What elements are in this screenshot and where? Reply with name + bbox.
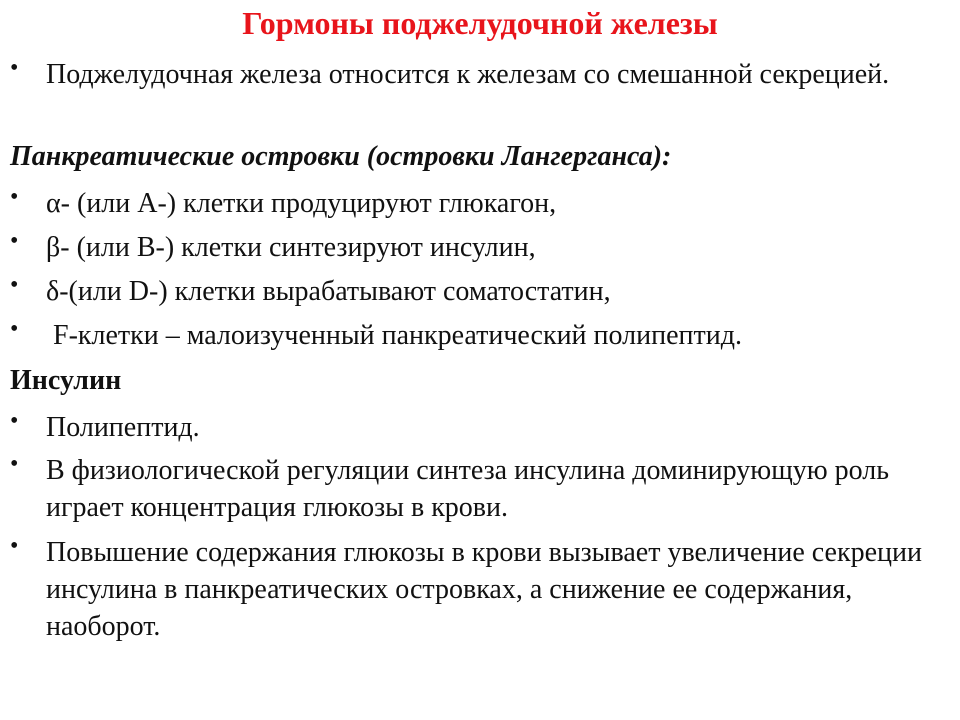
bullet-dot: • (10, 55, 19, 81)
bullet-f-cells (10, 317, 945, 354)
slide-title: Гормоны поджелудочной железы (242, 5, 718, 41)
bullet-delta-cells (10, 273, 945, 310)
bullet-intro (10, 56, 945, 93)
bullet-dot: • (10, 408, 19, 434)
bullet-alpha-cells (10, 185, 945, 222)
bullet-dot: • (10, 272, 19, 298)
bullet-polypeptide (10, 409, 945, 446)
islets-heading: Панкреатические островки (островки Лангерганса): (10, 141, 672, 172)
polypeptide-text: Полипептид. (46, 412, 200, 443)
glucose-increase-text: Повышение содержания глюкозы в крови вызывает увеличение секреции инсулина в панкреатических островках, а снижение ее содержания, наоборот. (46, 537, 922, 642)
beta-cells-text: β- (или В-) клетки синтезируют инсулин, (46, 232, 536, 263)
bullet-glucose-regulation (10, 452, 945, 526)
alpha-cells-text: α- (или А-) клетки продуцируют глюкагон, (46, 188, 557, 219)
delta-cells-text: δ-(или D-) клетки вырабатывают соматостатин, (46, 276, 611, 307)
insulin-heading: Инсулин (10, 365, 122, 396)
bullet-dot: • (10, 184, 19, 210)
bullet-glucose-increase (10, 534, 945, 645)
bullet-beta-cells (10, 229, 945, 266)
intro-text: Поджелудочная железа относится к железам со смешанной секрецией. (46, 59, 890, 90)
bullet-dot: • (10, 228, 19, 254)
f-cells-text: F-клетки – малоизученный панкреатический полипептид. (46, 320, 742, 351)
bullet-dot: • (10, 451, 19, 477)
glucose-regulation-text: В физиологической регуляции синтеза инсулина доминирующую роль играет концентрация глюкозы в крови. (46, 455, 890, 523)
bullet-dot: • (10, 316, 19, 342)
bullet-dot: • (10, 533, 19, 559)
